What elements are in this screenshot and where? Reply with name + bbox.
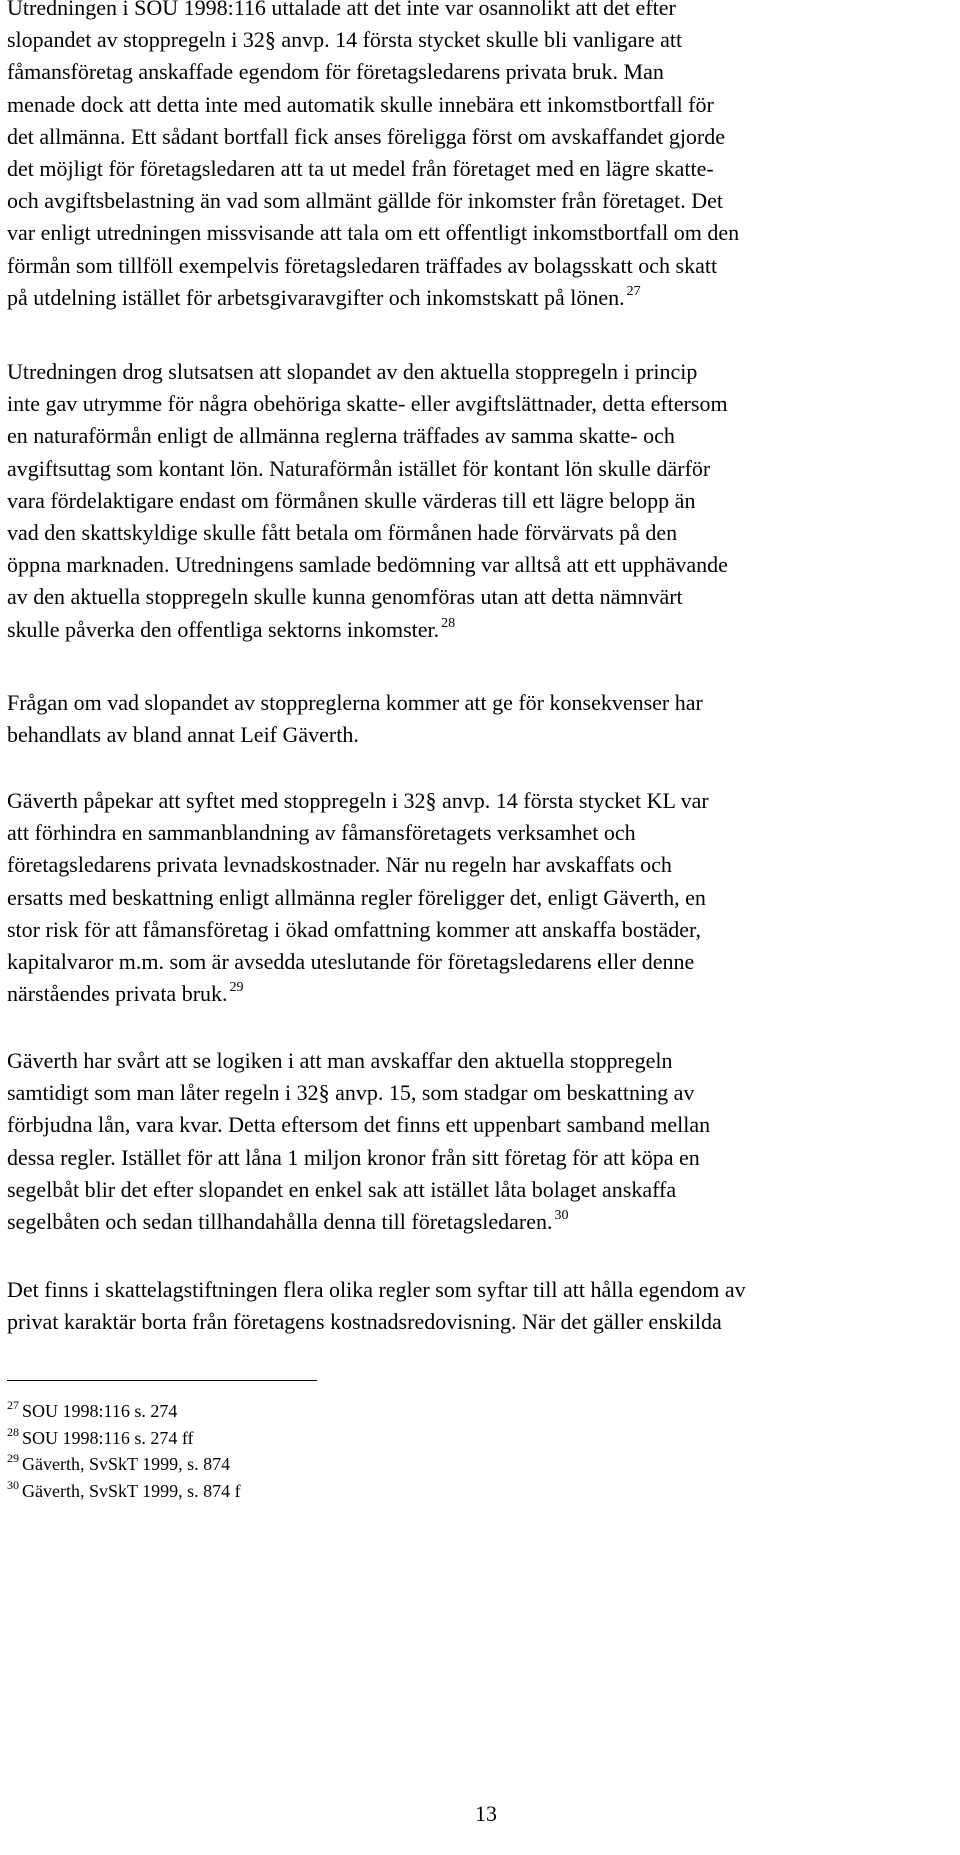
text-line: öppna marknaden. Utredningens samlade bedömning var alltså att ett upphävande: [7, 552, 728, 578]
footnote-ref-30[interactable]: 30: [554, 1207, 569, 1223]
footnote-number: 29: [7, 1451, 19, 1465]
footnote-29: [7, 1451, 241, 1478]
text-line: Gäverth påpekar att syftet med stoppregeln i 32§ anvp. 14 första stycket KL var: [7, 788, 709, 813]
text-line: [7, 978, 709, 1010]
footnote-27: [7, 1398, 241, 1425]
footnote-30: [7, 1478, 241, 1505]
footnote-number: 30: [7, 1477, 19, 1492]
footnote-number: 27: [7, 1398, 19, 1412]
paragraph-5: [7, 1045, 710, 1238]
paragraph-6: [7, 1274, 746, 1338]
footnote-text: Gäverth, SvSkT 1999, s. 874 f: [22, 1480, 241, 1501]
paragraph-2: [7, 356, 728, 646]
text-line: Det finns i skattelagstiftningen flera olika regler som syftar till att hålla egendom av: [7, 1277, 746, 1302]
text-line: förbjudna lån, vara kvar. Detta eftersom det finns ett uppenbart samband mellan: [7, 1112, 711, 1138]
text-line: Frågan om vad slopandet av stoppreglerna kommer att ge för konsekvenser har: [7, 690, 703, 715]
text-line: samtidigt som man låter regeln i 32§ anvp. 15, som stadgar om beskattning av: [7, 1080, 695, 1106]
paragraph-1: [7, 0, 739, 314]
text-line: kapitalvaror m.m. som är avsedda uteslutande för företagsledarens eller denne: [7, 948, 695, 974]
text-line: vara fördelaktigare endast om förmånen skulle värderas till ett lägre belopp än: [7, 487, 696, 513]
text-line: det möjligt för företagsledaren att ta ut medel från företaget med en lägre skatte-: [7, 155, 714, 181]
footnote-text: Gäverth, SvSkT 1999, s. 874: [22, 1454, 231, 1474]
text-line: Utredningen i SOU 1998:116 uttalade att det inte var osannolikt att det efter: [7, 0, 676, 20]
text-line: privat karaktär borta från företagens kostnadsredovisning. När det gäller enskilda: [7, 1309, 722, 1335]
footnote-number: 28: [7, 1424, 19, 1439]
text-line: [7, 614, 728, 646]
text-line: att förhindra en sammanblandning av fåmansföretagets verksamhet och: [7, 820, 636, 846]
text-line: det allmänna. Ett sådant bortfall fick anses föreligga först om avskaffandet gjorde: [7, 123, 726, 149]
text-line: företagsledarens privata levnadskostnader. När nu regeln har avskaffats och: [7, 852, 672, 878]
footnote-ref-27[interactable]: 27: [626, 283, 641, 299]
text-line: avgiftsuttag som kontant lön. Naturaförmån istället för kontant lön skulle därför: [7, 455, 711, 481]
text-line: var enligt utredningen missvisande att tala om ett offentligt inkomstbortfall om den: [7, 220, 740, 246]
text-line: menade dock att detta inte med automatik skulle innebära ett inkomstbortfall för: [7, 91, 714, 117]
text-line: dessa regler. Istället för att låna 1 miljon kronor från sitt företag för att köpa en: [7, 1144, 700, 1170]
line-text: närståendes privata bruk.: [7, 981, 228, 1007]
footnote-ref-28[interactable]: 28: [441, 615, 456, 631]
footnote-28: [7, 1425, 241, 1452]
text-line: av den aktuella stoppregeln skulle kunna genomföras utan att detta nämnvärt: [7, 584, 683, 610]
text-line: behandlats av bland annat Leif Gäverth.: [7, 722, 359, 748]
paragraph-4: [7, 785, 709, 1010]
text-line: en naturaförmån enligt de allmänna reglerna träffades av samma skatte- och: [7, 423, 675, 449]
text-line: förmån som tillföll exempelvis företagsledaren träffades av bolagsskatt och skatt: [7, 252, 718, 278]
line-text: segelbåten och sedan tillhandahålla denna till företagsledaren.: [7, 1208, 553, 1234]
text-line: fåmansföretag anskaffade egendom för företagsledarens privata bruk. Man: [7, 59, 664, 85]
footnote-divider: [7, 1380, 317, 1381]
footnote-text: SOU 1998:116 s. 274 ff: [22, 1427, 194, 1448]
text-line: [7, 282, 739, 314]
text-line: vad den skattskyldige skulle fått betala om förmånen hade förvärvats på den: [7, 519, 678, 545]
text-line: Utredningen drog slutsatsen att slopandet av den aktuella stoppregeln i princip: [7, 359, 698, 384]
text-line: ersatts med beskattning enligt allmänna regler föreligger det, enligt Gäverth, en: [7, 884, 706, 910]
footnote-text: SOU 1998:116 s. 274: [22, 1401, 178, 1421]
text-line: stor risk för att fåmansföretag i ökad omfattning kommer att anskaffa bostäder,: [7, 916, 701, 942]
text-line: och avgiftsbelastning än vad som allmänt gällde för inkomster från företaget. Det: [7, 188, 723, 214]
text-line: slopandet av stoppregeln i 32§ anvp. 14 första stycket skulle bli vanligare att: [7, 27, 683, 53]
text-line: segelbåt blir det efter slopandet en enkel sak att istället låta bolaget anskaffa: [7, 1176, 677, 1202]
footnote-ref-29[interactable]: 29: [229, 980, 244, 996]
line-text: på utdelning istället för arbetsgivaravgifter och inkomstskatt på lönen.: [7, 284, 625, 310]
text-line: Gäverth har svårt att se logiken i att man avskaffar den aktuella stoppregeln: [7, 1048, 673, 1073]
text-line: [7, 1206, 710, 1238]
paragraph-3: [7, 687, 703, 751]
text-line: inte gav utrymme för några obehöriga skatte- eller avgiftslättnader, detta eftersom: [7, 391, 728, 417]
page-number: 13: [475, 1801, 497, 1826]
line-text: skulle påverka den offentliga sektorns inkomster.: [7, 616, 440, 642]
footnotes: [7, 1398, 241, 1504]
